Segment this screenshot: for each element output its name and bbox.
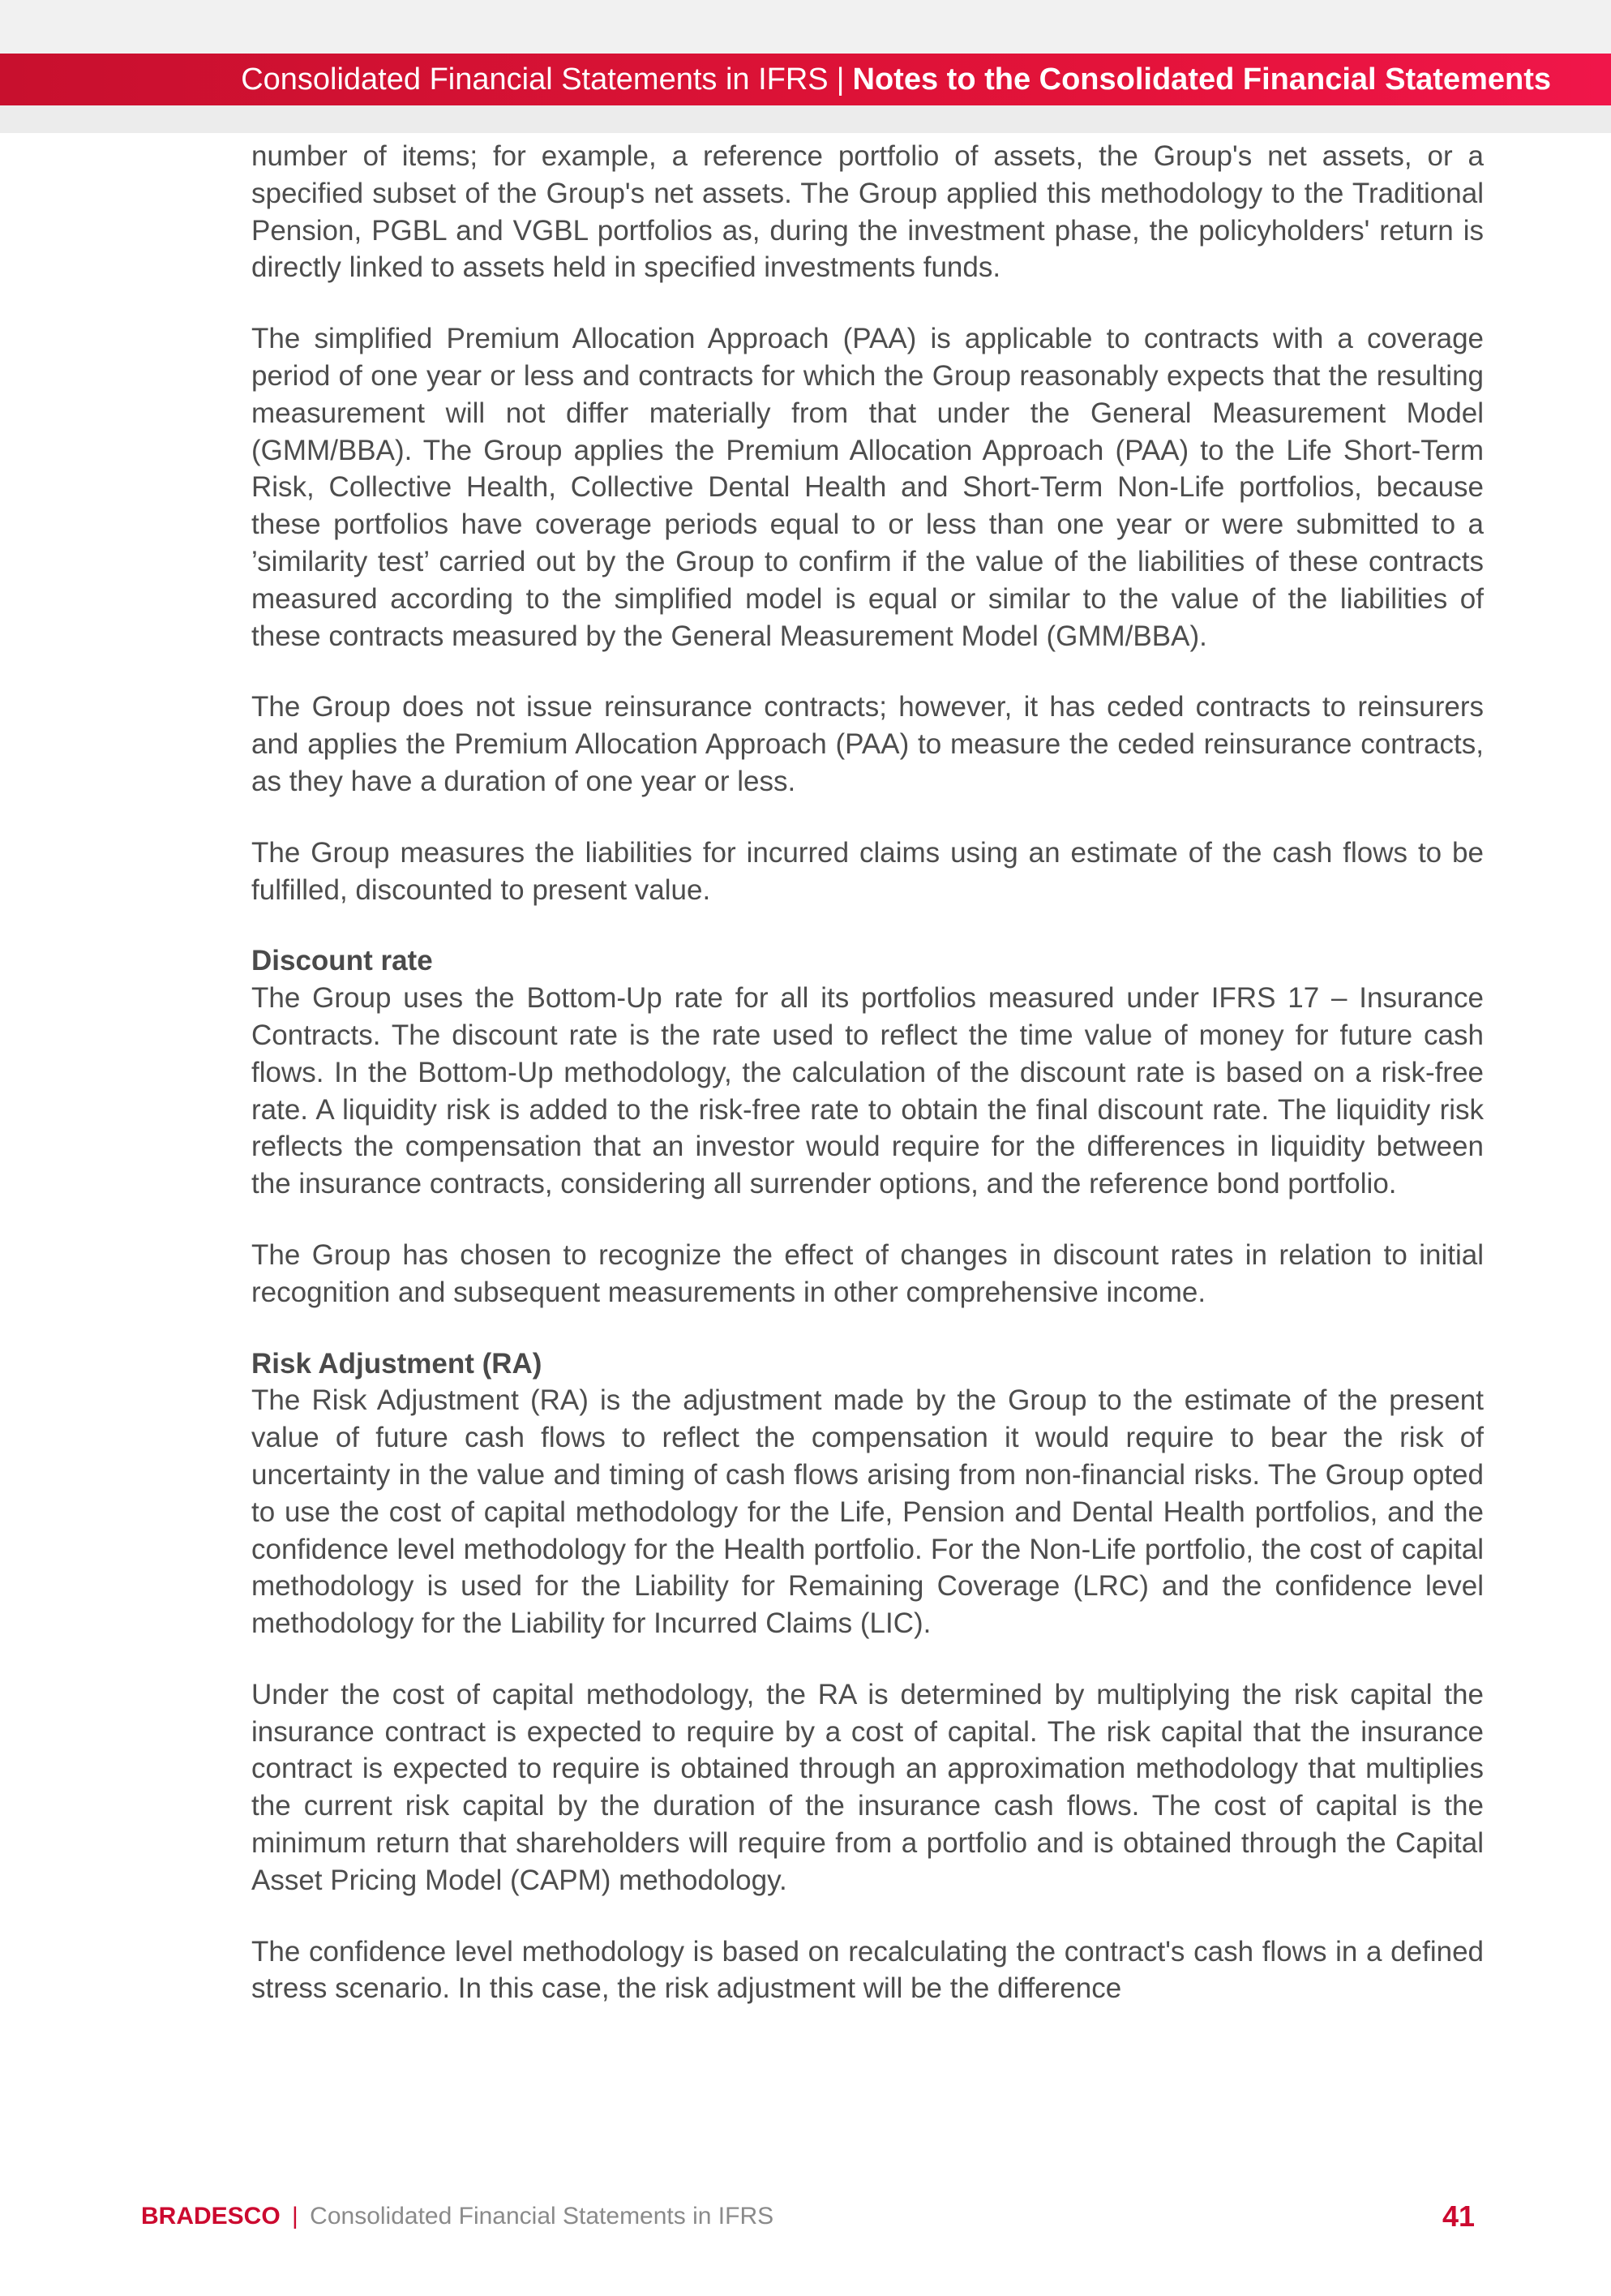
footer-text: Consolidated Financial Statements in IFRS <box>310 2203 774 2229</box>
page-footer <box>141 2196 1475 2237</box>
document-body <box>251 138 1484 2041</box>
heading-discount-rate: Discount rate <box>251 945 433 977</box>
header-separator: | <box>836 62 845 97</box>
footer-label <box>141 2203 773 2230</box>
footer-separator: | <box>292 2203 298 2229</box>
top-margin-strip <box>0 0 1611 54</box>
paragraph-reinsurance: The Group does not issue reinsurance contracts; however, it has ceded contracts to reinsurers and applies the Premium Allocation Approach (PAA) to measure the ceded reinsurance contracts, as they have a duration of one year or less. <box>251 691 1484 797</box>
heading-risk-adjustment: Risk Adjustment (RA) <box>251 1347 542 1380</box>
paragraph-discount-changes: The Group has chosen to recognize the effect of changes in discount rates in relation to initial recognition and subsequent measurements in other comprehensive income. <box>251 1238 1484 1308</box>
paragraph-risk-adjustment: The Risk Adjustment (RA) is the adjustment made by the Group to the estimate of the present value of future cash flows to reflect the compensation it would require to bear the risk of uncertainty in the value and timing of cash flows arising from non-financial risks. The Group opted to use the cost of capital methodology for the Life, Pension and Dental Health portfolios, and the confidence level methodology for the Health portfolio. For the Non-Life portfolio, the cost of capital methodology is used for the Liability for Remaining Coverage (LRC) and the confidence level methodology for the Liability for Incurred Claims (LIC). <box>251 1384 1484 1640</box>
header-section-title: Consolidated Financial Statements in IFRS <box>241 62 829 97</box>
page-header <box>0 54 1611 105</box>
paragraph-discount-rate: The Group uses the Bottom-Up rate for all its portfolios measured under IFRS 17 – Insurance Contracts. The discount rate is the rate used to reflect the time value of money for future cash flows. In the Bottom-Up methodology, the calculation of the discount rate is based on a risk-free rate. A liquidity risk is added to the risk-free rate to obtain the final discount rate. The liquidity risk reflects the compensation that an investor would require for the differences in liquidity between the insurance contracts, considering all surrender options, and the reference bond portfolio. <box>251 982 1484 1200</box>
header-underband <box>0 105 1611 133</box>
footer-brand: BRADESCO <box>141 2203 281 2229</box>
paragraph-incurred-claims: The Group measures the liabilities for incurred claims using an estimate of the cash flows to be fulfilled, discounted to present value. <box>251 836 1484 906</box>
header-title: Notes to the Consolidated Financial Statements <box>852 62 1551 97</box>
page-number: 41 <box>1442 2199 1475 2233</box>
paragraph-cost-of-capital: Under the cost of capital methodology, the RA is determined by multiplying the risk capital the insurance contract is expected to require by a cost of capital. The risk capital that the insurance contract is expected to require is obtained through an approximation methodology that multiplies the current risk capital by the duration of the insurance cash flows. The cost of capital is the minimum return that shareholders will require from a portfolio and is obtained through the Capital Asset Pricing Model (CAPM) methodology. <box>251 1678 1484 1896</box>
paragraph-confidence-level: The confidence level methodology is based on recalculating the contract's cash flows in a defined stress scenario. In this case, the risk adjustment will be the difference <box>251 1935 1484 2005</box>
paragraph-reference-portfolio: number of items; for example, a reference portfolio of assets, the Group's net assets, or a specified subset of the Group's net assets. The Group applied this methodology to the Traditional Pension, PGBL and VGBL portfolios as, during the investment phase, the policyholders' return is directly linked to assets held in specified investments funds. <box>251 140 1484 284</box>
paragraph-paa: The simplified Premium Allocation Approach (PAA) is applicable to contracts with a coverage period of one year or less and contracts for which the Group reasonably expects that the resulting measurement will not differ materially from that under the General Measurement Model (GMM/BBA). The Group applies the Premium Allocation Approach (PAA) to the Life Short-Term Risk, Collective Health, Collective Dental Health and Short-Term Non-Life portfolios, because these portfolios have coverage periods equal to or less than one year or were submitted to a ’similarity test’ carried out by the Group to confirm if the value of the liabilities of these contracts measured according to the simplified model is equal or similar to the value of the liabilities of these contracts measured by the General Measurement Model (GMM/BBA). <box>251 323 1484 652</box>
